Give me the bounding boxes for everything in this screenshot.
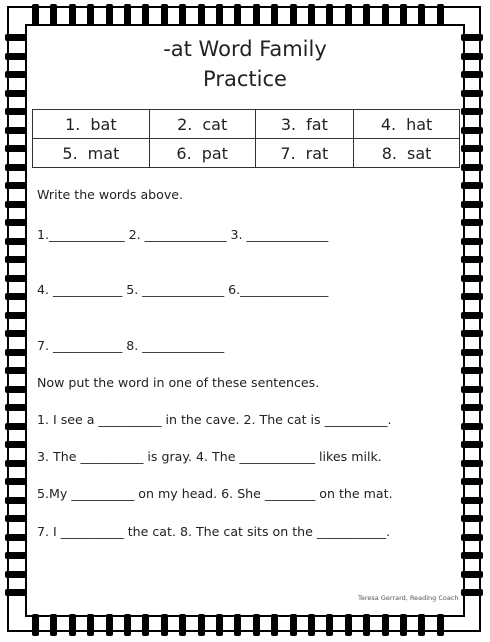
word-cell <box>255 110 354 139</box>
word-row <box>33 110 460 139</box>
border-tick <box>5 404 27 411</box>
border-tick <box>461 182 483 189</box>
border-tick <box>363 614 370 636</box>
border-tick <box>461 145 483 152</box>
border-tick <box>142 4 149 26</box>
border-tick <box>5 256 27 263</box>
border-tick <box>437 4 444 26</box>
word-list-table <box>32 109 460 168</box>
write-line-3: 7. ___________ 8. _____________ <box>37 338 225 353</box>
border-tick <box>5 478 27 485</box>
border-tick <box>461 552 483 559</box>
border-tick <box>234 4 241 26</box>
border-tick <box>124 4 131 26</box>
sentence-instruction: Now put the word in one of these sentences. <box>37 375 320 390</box>
border-tick <box>5 571 27 578</box>
border-tick <box>290 614 297 636</box>
worksheet-title-line-1: -at Word Family <box>163 37 327 61</box>
border-tick <box>461 127 483 134</box>
border-tick <box>437 614 444 636</box>
border-tick <box>461 386 483 393</box>
word-number: 3. <box>280 114 297 134</box>
word-cell <box>33 110 150 139</box>
border-tick <box>69 4 76 26</box>
word-text: hat <box>406 114 433 134</box>
border-tick <box>461 367 483 374</box>
word-number: 6. <box>176 143 192 163</box>
border-tick <box>461 330 483 337</box>
border-tick <box>5 515 27 522</box>
border-tick <box>418 614 425 636</box>
border-tick <box>5 349 27 356</box>
border-tick <box>5 108 27 115</box>
border-tick <box>32 614 39 636</box>
border-tick <box>5 386 27 393</box>
border-tick <box>5 497 27 504</box>
border-tick <box>271 4 278 26</box>
border-tick <box>5 534 27 541</box>
word-number: 8. <box>381 143 397 163</box>
border-tick <box>5 460 27 467</box>
border-tick <box>161 4 168 26</box>
border-tick <box>32 4 39 26</box>
border-tick <box>308 614 315 636</box>
border-tick <box>461 349 483 356</box>
word-cell <box>354 110 460 139</box>
write-line-2: 4. ___________ 5. _____________ 6.______________ <box>37 282 329 297</box>
border-tick <box>461 404 483 411</box>
word-number: 7. <box>280 143 296 163</box>
word-text: bat <box>90 114 117 134</box>
border-tick <box>198 614 205 636</box>
border-tick <box>461 441 483 448</box>
border-tick <box>461 164 483 171</box>
word-cell <box>149 139 255 168</box>
border-tick <box>461 219 483 226</box>
word-number: 1. <box>65 114 81 134</box>
word-number: 5. <box>62 143 78 163</box>
border-tick <box>5 367 27 374</box>
border-tick <box>50 4 57 26</box>
border-tick <box>326 4 333 26</box>
border-tick <box>400 614 407 636</box>
border-tick <box>345 614 352 636</box>
border-tick <box>461 256 483 263</box>
border-tick <box>179 4 186 26</box>
border-tick <box>5 423 27 430</box>
sentence-line-4: 7. I __________ the cat. 8. The cat sits on the ___________. <box>37 524 391 539</box>
word-number: 4. <box>380 114 397 134</box>
border-tick <box>400 4 407 26</box>
border-tick <box>216 614 223 636</box>
border-tick <box>461 478 483 485</box>
write-instruction: Write the words above. <box>37 187 184 202</box>
border-tick <box>106 614 113 636</box>
border-tick <box>382 4 389 26</box>
border-tick <box>461 423 483 430</box>
border-tick <box>461 312 483 319</box>
border-tick <box>87 4 94 26</box>
border-tick <box>5 275 27 282</box>
word-text: fat <box>306 114 328 134</box>
border-tick <box>69 614 76 636</box>
border-tick <box>290 4 297 26</box>
word-cell <box>149 110 255 139</box>
border-tick <box>5 145 27 152</box>
word-cell <box>255 139 354 168</box>
word-cell <box>33 139 150 168</box>
border-tick <box>461 515 483 522</box>
border-tick <box>198 4 205 26</box>
border-tick <box>382 614 389 636</box>
border-tick <box>326 614 333 636</box>
border-tick <box>106 4 113 26</box>
border-tick <box>5 219 27 226</box>
border-tick <box>461 497 483 504</box>
border-tick <box>253 614 260 636</box>
word-text: sat <box>407 143 432 163</box>
border-tick <box>461 238 483 245</box>
border-tick <box>142 614 149 636</box>
border-tick <box>461 201 483 208</box>
border-tick <box>5 312 27 319</box>
border-tick <box>5 552 27 559</box>
border-tick <box>5 182 27 189</box>
word-text: pat <box>201 143 228 163</box>
border-tick <box>5 201 27 208</box>
border-tick <box>5 293 27 300</box>
border-tick <box>461 460 483 467</box>
sentence-line-1: 1. I see a __________ in the cave. 2. The cat is __________. <box>37 412 392 427</box>
word-text: mat <box>87 143 120 163</box>
border-tick <box>461 571 483 578</box>
border-tick <box>124 614 131 636</box>
sentence-line-3: 5.My __________ on my head. 6. She ________ on the mat. <box>37 486 393 501</box>
border-tick <box>418 4 425 26</box>
border-tick <box>50 614 57 636</box>
word-text: rat <box>305 143 329 163</box>
border-tick <box>87 614 94 636</box>
write-line-1: 1.____________ 2. _____________ 3. _____________ <box>37 227 329 242</box>
word-cell <box>354 139 460 168</box>
border-tick <box>345 4 352 26</box>
border-tick <box>179 614 186 636</box>
border-tick <box>363 4 370 26</box>
border-tick <box>234 614 241 636</box>
border-tick <box>5 127 27 134</box>
word-row <box>33 139 460 168</box>
border-tick <box>461 293 483 300</box>
author-credit: Teresa Gerrard, Reading Coach <box>358 594 459 602</box>
border-tick <box>308 4 315 26</box>
border-tick <box>5 238 27 245</box>
border-tick <box>253 4 260 26</box>
border-tick <box>161 614 168 636</box>
border-tick <box>461 275 483 282</box>
border-tick <box>5 164 27 171</box>
border-tick <box>461 108 483 115</box>
sentence-line-2: 3. The __________ is gray. 4. The ____________ likes milk. <box>37 449 382 464</box>
border-tick <box>5 589 27 596</box>
border-tick <box>216 4 223 26</box>
border-tick <box>271 614 278 636</box>
word-text: cat <box>202 114 228 134</box>
border-tick <box>461 589 483 596</box>
border-tick <box>5 441 27 448</box>
worksheet-title-line-2: Practice <box>203 67 287 91</box>
word-number: 2. <box>177 114 193 134</box>
border-tick <box>461 534 483 541</box>
border-tick <box>5 330 27 337</box>
